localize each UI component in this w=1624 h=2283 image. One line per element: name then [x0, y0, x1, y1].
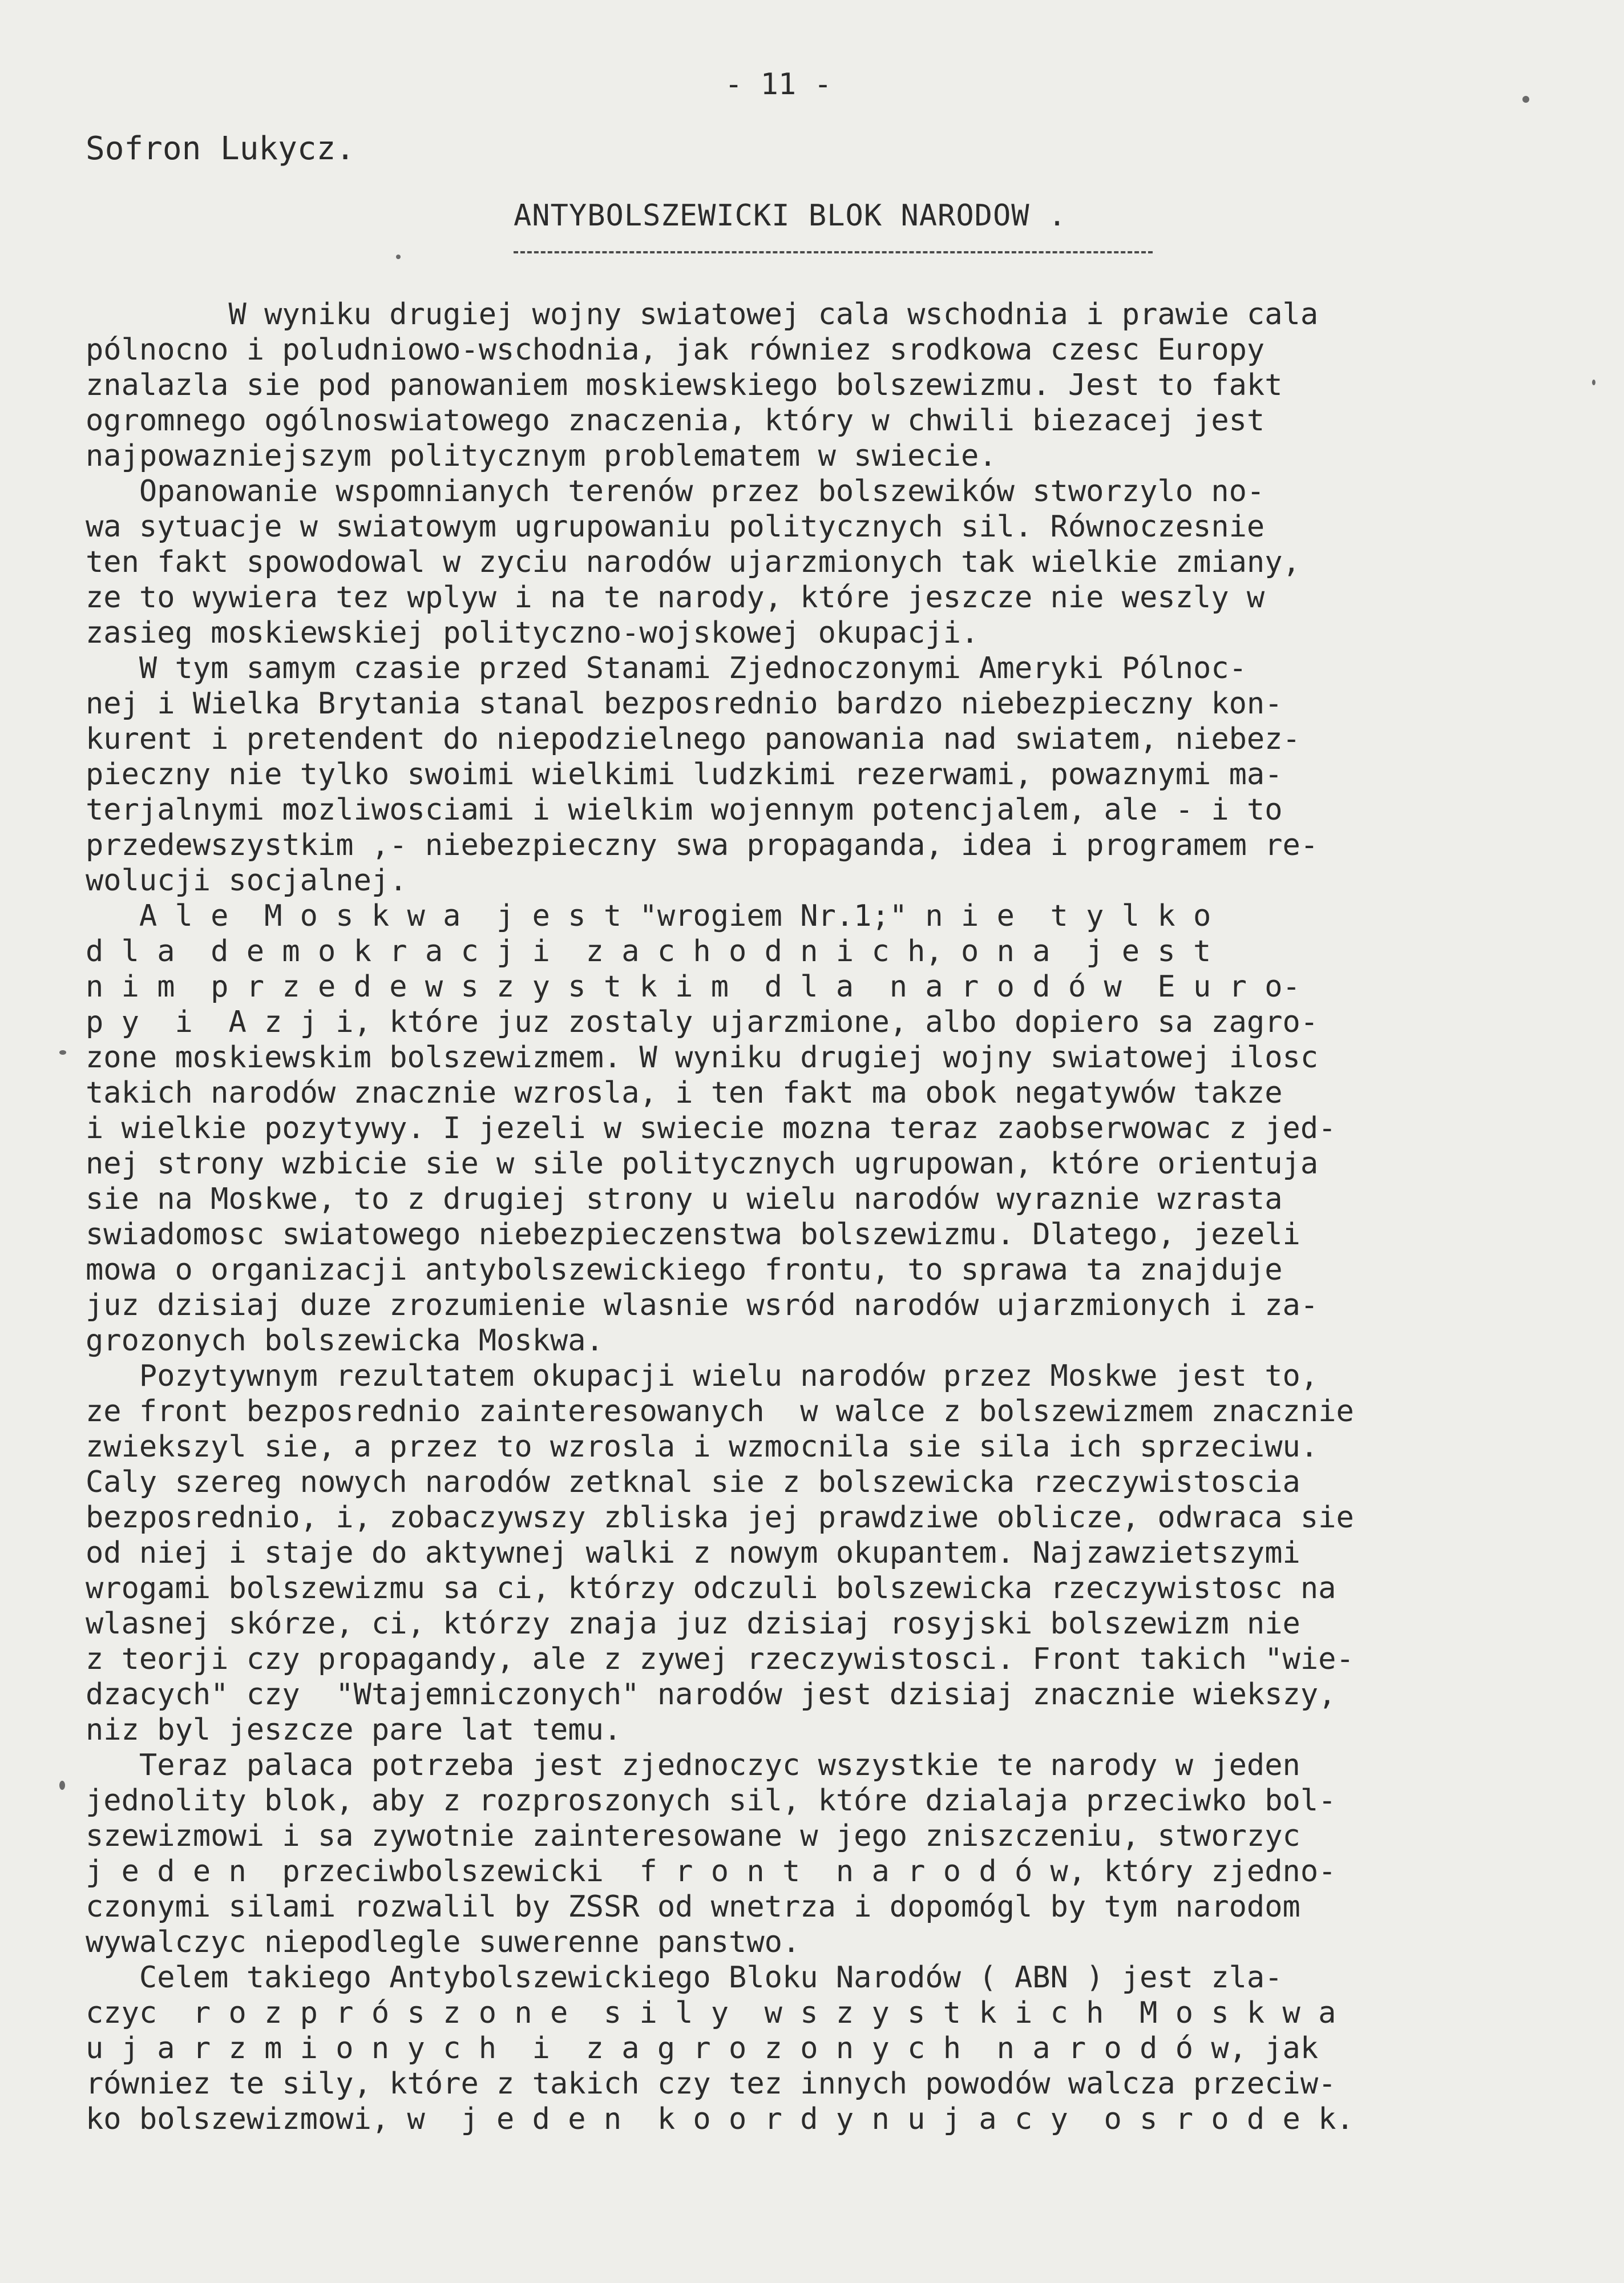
text-line: takich narodów znacznie wzrosla, i ten fakt ma obok negatywów takze	[86, 1076, 1283, 1110]
paper-speck	[396, 255, 401, 259]
text-line: A l e M o s k w a j e s t "wrogiem Nr.1;" n i e t y l k o	[86, 899, 1211, 933]
text-line: czyc r o z p r ó s z o n e s i l y w s z y s t k i c h M o s k w a	[86, 1996, 1336, 2030]
text-line: u j a r z m i o n y c h i z a g r o z o n y c h n a r o d ó w, jak	[86, 2031, 1319, 2066]
text-line: ko bolszewizmowi, w j e d e n k o o r d y n u j a c y o s r o d e k.	[86, 2102, 1354, 2136]
text-line: wolucji socjalnej.	[86, 864, 407, 898]
text-line: najpowazniejszym politycznym problematem w swiecie.	[86, 439, 997, 473]
text-line: ze front bezposrednio zainteresowanych w walce z bolszewizmem znacznie	[86, 1394, 1354, 1429]
text-line: W wyniku drugiej wojny swiatowej cala wschodnia i prawie cala	[86, 297, 1319, 332]
text-line: zasieg moskiewskiej polityczno-wojskowej okupacji.	[86, 616, 979, 650]
text-line: W tym samym czasie przed Stanami Zjednoczonymi Ameryki Pólnoc-	[86, 651, 1247, 685]
text-line: wlasnej skórze, ci, którzy znaja juz dzisiaj rosyjski bolszewizm nie	[86, 1607, 1300, 1641]
text-line: niz byl jeszcze pare lat temu.	[86, 1713, 622, 1747]
text-line: terjalnymi mozliwosciami i wielkim wojennym potencjalem, ale - i to	[86, 793, 1283, 827]
article-title: ANTYBOLSZEWICKI BLOK NARODOW .	[514, 199, 1067, 233]
text-line: bezposrednio, i, zobaczywszy zbliska jej prawdziwe oblicze, odwraca sie	[86, 1501, 1354, 1535]
text-line: od niej i staje do aktywnej walki z nowym okupantem. Najzawzietszymi	[86, 1536, 1300, 1570]
text-line: Caly szereg nowych narodów zetknal sie z bolszewicka rzeczywistoscia	[86, 1465, 1300, 1499]
text-line: swiadomosc swiatowego niebezpieczenstwa bolszewizmu. Dlatego, jezeli	[86, 1217, 1300, 1252]
text-line: szewizmowi i sa zywotnie zainteresowane w jego zniszczeniu, stworzyc	[86, 1819, 1300, 1853]
text-line: znalazla sie pod panowaniem moskiewskiego bolszewizmu. Jest to fakt	[86, 368, 1283, 402]
page-number: - 11 -	[725, 67, 832, 102]
text-line: p y i A z j i, które juz zostaly ujarzmione, albo dopiero sa zagro-	[86, 1005, 1319, 1039]
text-line: grozonych bolszewicka Moskwa.	[86, 1324, 604, 1358]
text-line: nej strony wzbicie sie w sile politycznych ugrupowan, które orientuja	[86, 1147, 1319, 1181]
text-line: przedewszystkim ,- niebezpieczny swa propaganda, idea i programem re-	[86, 828, 1319, 862]
text-line: j e d e n przeciwbolszewicki f r o n t n a r o d ó w, który zjedno-	[86, 1854, 1336, 1889]
text-line: Pozytywnym rezultatem okupacji wielu narodów przez Moskwe jest to,	[86, 1359, 1319, 1393]
text-line: dzacych" czy "Wtajemniczonych" narodów jest dzisiaj znacznie wiekszy,	[86, 1677, 1336, 1712]
text-line: wywalczyc niepodlegle suwerenne panstwo.	[86, 1925, 801, 1959]
text-line: wa sytuacje w swiatowym ugrupowaniu politycznych sil. Równoczesnie	[86, 510, 1265, 544]
text-line: ogromnego ogólnoswiatowego znaczenia, który w chwili biezacej jest	[86, 404, 1265, 438]
text-line: czonymi silami rozwalil by ZSSR od wnetrza i dopomógl by tym narodom	[86, 1890, 1300, 1924]
paper-speck	[59, 1781, 65, 1790]
paper-speck	[1592, 380, 1595, 385]
text-line: zwiekszyl sie, a przez to wzrosla i wzmocnila sie sila ich sprzeciwu.	[86, 1430, 1319, 1464]
text-line: nej i Wielka Brytania stanal bezposrednio bardzo niebezpieczny kon-	[86, 687, 1283, 721]
author-name: Sofron Lukycz.	[86, 130, 355, 167]
text-line: kurent i pretendent do niepodzielnego panowania nad swiatem, niebez-	[86, 722, 1300, 756]
text-line: mowa o organizacji antybolszewickiego frontu, to sprawa ta znajduje	[86, 1253, 1283, 1287]
title-underline	[514, 251, 1153, 253]
text-line: juz dzisiaj duze zrozumienie wlasnie wsród narodów ujarzmionych i za-	[86, 1288, 1319, 1322]
text-line: i wielkie pozytywy. I jezeli w swiecie mozna teraz zaobserwowac z jed-	[86, 1111, 1336, 1145]
text-line: Celem takiego Antybolszewickiego Bloku Narodów ( ABN ) jest zla-	[86, 1961, 1283, 1995]
text-line: ten fakt spowodowal w zyciu narodów ujarzmionych tak wielkie zmiany,	[86, 545, 1300, 579]
text-line: n i m p r z e d e w s z y s t k i m d l a n a r o d ó w E u r o-	[86, 970, 1300, 1004]
text-line: z teorji czy propagandy, ale z zywej rzeczywistosci. Front takich "wie-	[86, 1642, 1354, 1676]
text-line: Teraz palaca potrzeba jest zjednoczyc wszystkie te narody w jeden	[86, 1748, 1300, 1782]
text-line: równiez te sily, które z takich czy tez innych powodów walcza przeciw-	[86, 2067, 1336, 2101]
text-line: pólnocno i poludniowo-wschodnia, jak równiez srodkowa czesc Europy	[86, 333, 1265, 367]
text-line: Opanowanie wspomnianych terenów przez bolszewików stworzylo no-	[86, 474, 1265, 509]
text-line: d l a d e m o k r a c j i z a c h o d n i c h, o n a j e s t	[86, 934, 1211, 969]
text-line: ze to wywiera tez wplyw i na te narody, które jeszcze nie weszly w	[86, 580, 1265, 615]
article-body	[86, 297, 1615, 2137]
text-line: jednolity blok, aby z rozproszonych sil, które dzialaja przeciwko bol-	[86, 1784, 1336, 1818]
text-line: wrogami bolszewizmu sa ci, którzy odczuli bolszewicka rzeczywistosc na	[86, 1571, 1336, 1606]
paper-speck	[59, 1050, 66, 1055]
text-line: pieczny nie tylko swoimi wielkimi ludzkimi rezerwami, powaznymi ma-	[86, 757, 1283, 792]
text-line: zone moskiewskim bolszewizmem. W wyniku drugiej wojny swiatowej ilosc	[86, 1040, 1319, 1075]
paper-speck	[1522, 96, 1529, 103]
text-line: sie na Moskwe, to z drugiej strony u wielu narodów wyraznie wzrasta	[86, 1182, 1283, 1216]
